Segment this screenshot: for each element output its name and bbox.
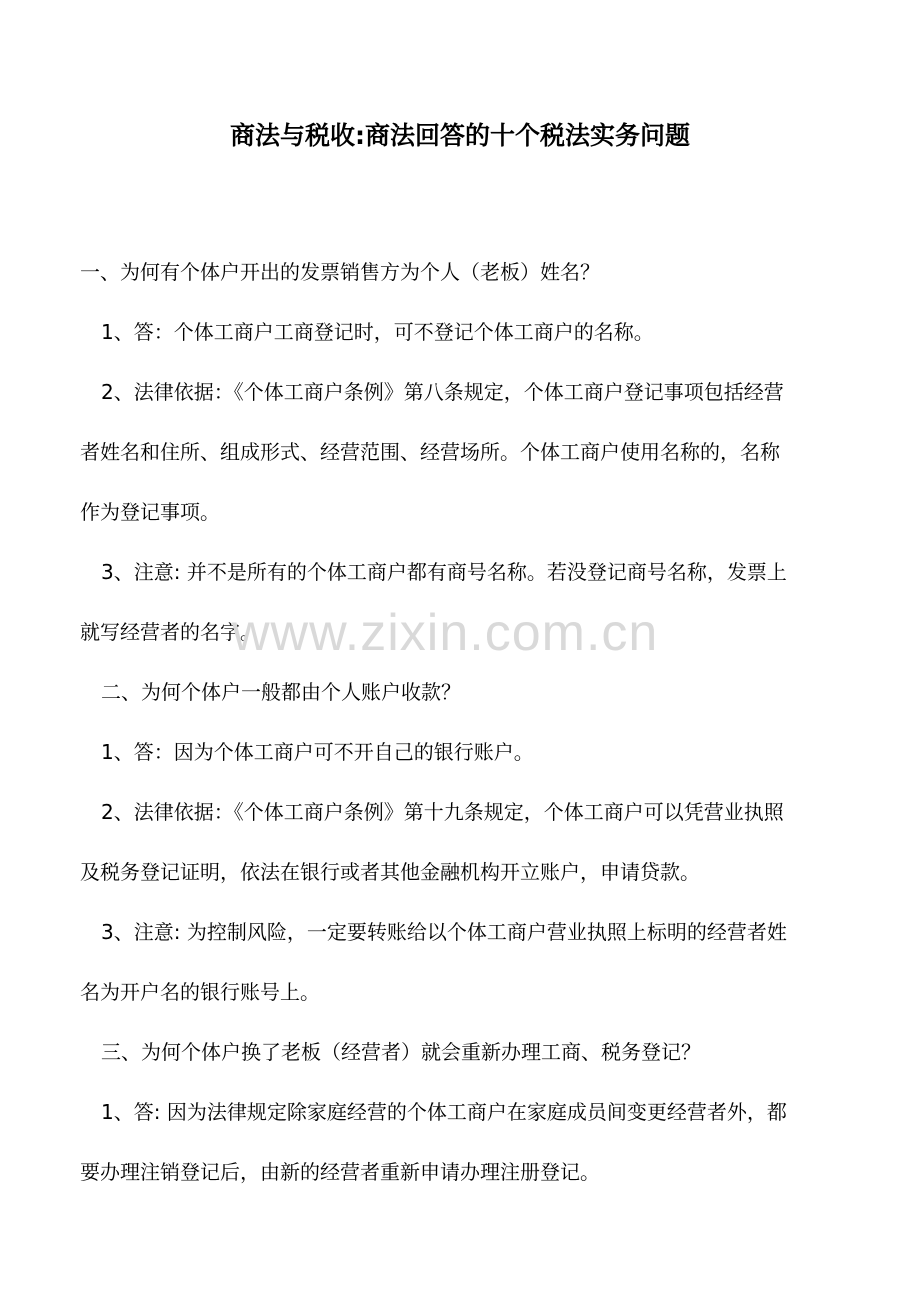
paragraph-line: 要办理注销登记后，由新的经营者重新申请办理注册登记。 — [80, 1160, 600, 1184]
document-title: 商法与税收:商法回答的十个税法实务问题 — [230, 121, 690, 150]
paragraph-line: 1、答：因为个体工商户可不开自己的银行账户。 — [101, 740, 534, 764]
paragraph-line: 2、法律依据：《个体工商户条例》第十九条规定，个体工商户可以凭营业执照 — [101, 800, 784, 824]
paragraph-line: 3、注意: 为控制风险，一定要转账给以个体工商户营业执照上标明的经营者姓 — [101, 920, 787, 944]
paragraph-line: 名为开户名的银行账号上。 — [80, 980, 320, 1004]
paragraph-line: 1、答：个体工商户工商登记时，可不登记个体工商户的名称。 — [101, 320, 654, 344]
section-heading-1: 一、为何有个体户开出的发票销售方为个人（老板）姓名？ — [80, 260, 600, 284]
section-heading-2: 二、为何个体户一般都由个人账户收款？ — [101, 680, 461, 704]
paragraph-line: 及税务登记证明，依法在银行或者其他金融机构开立账户，申请贷款。 — [80, 860, 700, 884]
watermark: www.zixin.com.cn — [232, 604, 659, 662]
paragraph-line: 就写经营者的名字。 — [80, 620, 260, 644]
section-heading-3: 三、为何个体户换了老板（经营者）就会重新办理工商、税务登记？ — [101, 1040, 701, 1064]
paragraph-line: 2、法律依据：《个体工商户条例》第八条规定，个体工商户登记事项包括经营 — [101, 380, 784, 404]
paragraph-line: 者姓名和住所、组成形式、经营范围、经营场所。个体工商户使用名称的，名称 — [80, 440, 780, 464]
paragraph-line: 1、答: 因为法律规定除家庭经营的个体工商户在家庭成员间变更经营者外，都 — [101, 1100, 787, 1124]
paragraph-line: 作为登记事项。 — [80, 500, 220, 524]
paragraph-line: 3、注意: 并不是所有的个体工商户都有商号名称。若没登记商号名称，发票上 — [101, 560, 787, 584]
